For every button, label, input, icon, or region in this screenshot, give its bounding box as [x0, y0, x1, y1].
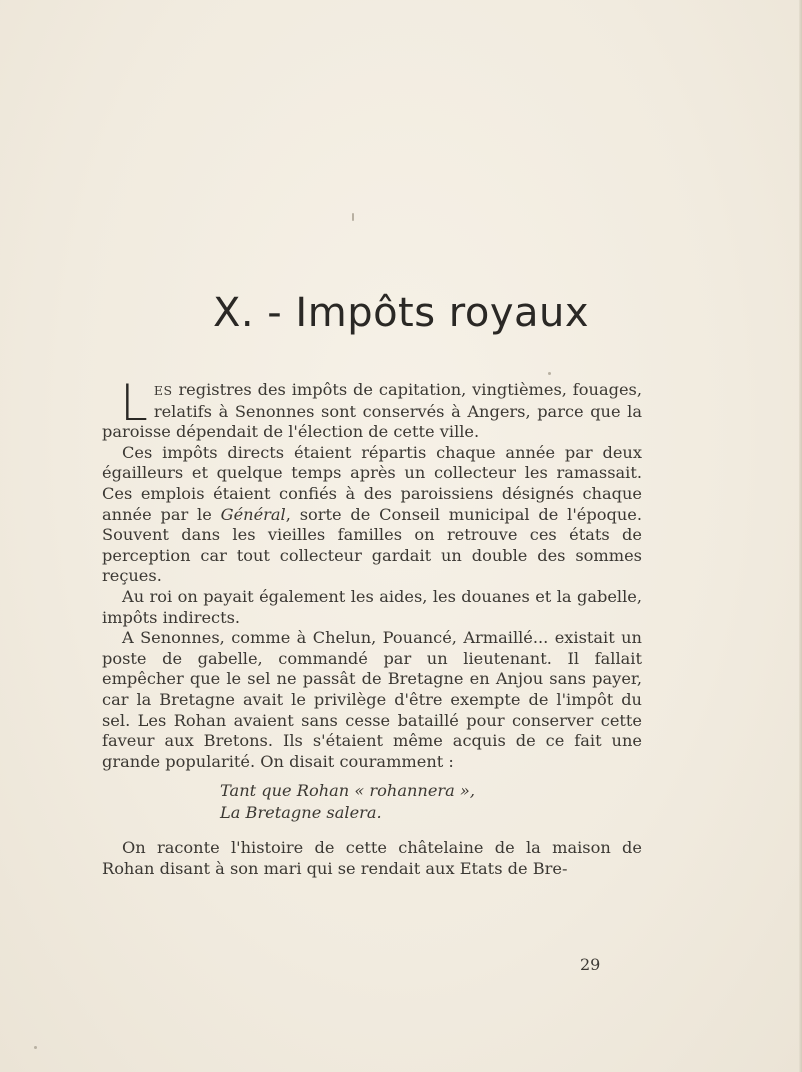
verse-quote: [220, 780, 642, 824]
drop-cap: L: [120, 374, 148, 432]
paragraph-2: [102, 443, 642, 587]
body-text: [102, 374, 643, 879]
paragraph-1: [102, 374, 642, 443]
paragraph-2-italic: Général: [220, 504, 286, 524]
paragraph-4: A Senonnes, comme à Chelun, Pouancé, Armaillé... existait un poste de gabelle, commandé par un lieutenant. Il fallait empêcher que le sel ne passât de Bretagne en Anjou sans payer, car la Bretagne avait le privilège d'être exempte de l'impôt du sel. Les Rohan avaient sans cesse bataillé pour conserver cette faveur aux Bretons. Ils s'étaient même acquis de ce fait une grande popularité. On disait couramment :: [102, 628, 642, 771]
paragraph-5: On raconte l'histoire de cette châtelaine de la maison de Rohan disant à son mari qui se rendait aux Etats de Bre-: [102, 838, 642, 878]
paragraph-1-text: registres des impôts de capitation, vingtièmes, fouages, relatifs à Senonnes sont conservés à Angers, parce que la paroisse dépendait de l'élection de cette ville.: [102, 380, 642, 442]
paragraph-2-before: Ces impôts directs étaient répartis chaque année par deux égailleurs et quelque temps après un collecteur les ramassait. Ces emplois étaient confiés à des paroissiens désignés chaque année par le: [102, 442, 642, 524]
verse-line-2: La Bretagne salera.: [220, 803, 382, 823]
paper-speck: [548, 372, 551, 375]
verse-line-1: Tant que Rohan « rohannera »,: [220, 781, 475, 801]
paragraph-2-after: , sorte de Conseil municipal de l'époque. Souvent dans les vieilles familles on retrouve ces états de perception car tout collecteur gardait un double des sommes reçues.: [102, 504, 643, 586]
paragraph-3: Au roi on payait également les aides, les douanes et la gabelle, impôts indirects.: [102, 586, 642, 627]
page-number: 29: [580, 955, 601, 974]
paper-speck: [352, 213, 354, 221]
paper-speck: [34, 1046, 37, 1049]
small-caps-text: ES: [153, 383, 173, 398]
chapter-title: X. - Impôts royaux: [212, 290, 590, 336]
